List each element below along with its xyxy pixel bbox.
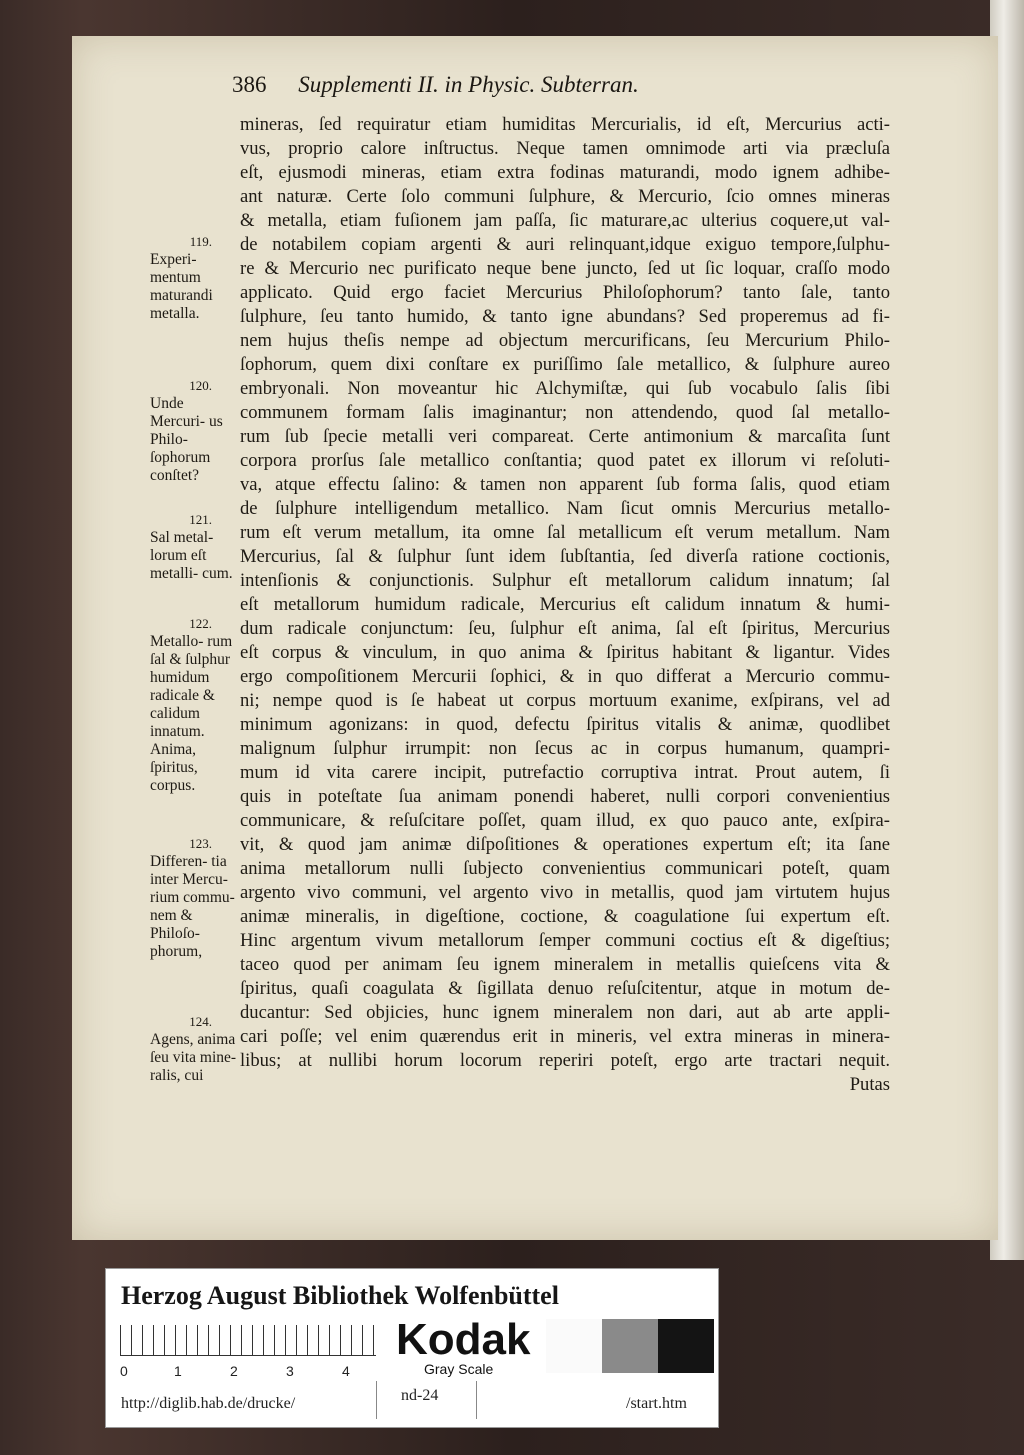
text-line: eſt corpus & vinculum, in quo anima & ſpiritus habitant & ligantur. Vides (240, 642, 890, 663)
margin-note (150, 835, 242, 961)
text-line: ſophorum, quem dixi conſtare ex puriſſimo ſale metallico, & ſulphure aureo (240, 354, 890, 375)
text-line: ergo compoſitionem Mercurii ſophici, & in quo differat a Mercurio commu- (240, 666, 890, 687)
text-line: quis in poteſtate ſua animam ponendi haberet, nulli corpori convenientius (240, 786, 890, 807)
margin-note (150, 233, 242, 323)
ruler-label: 0 (120, 1363, 128, 1379)
text-line: cari poſſe; vel enim quærendus erit in mineris, vel extra mineras in minera- (240, 1026, 890, 1047)
ruler-label: 2 (230, 1363, 238, 1379)
text-line: va, atque effectu ſalino: & tamen non apparent ſub forma ſalis, quod etiam (240, 474, 890, 495)
text-line: ducantur: Sed objicies, hunc ignem mineralem non dari, aut ab arte appli- (240, 1002, 890, 1023)
text-line: de notabilem copiam argenti & auri relinquant,idque exiguo tempore,ſulphu- (240, 234, 890, 255)
text-line: & metalla, etiam fuſionem jam paſſa, ſic maturare,ac ulterius coquere,ut val- (240, 210, 890, 231)
shelf-code: nd-24 (401, 1387, 439, 1404)
text-line: minimum agonizans: in quod, defectu ſpiritus vitalis & animæ, quodlibet (240, 714, 890, 735)
text-line: libus; at nullibi horum locorum reperiri poteſt, ergo arte tractari nequit. (240, 1050, 890, 1071)
margin-note-number: 120. (189, 378, 212, 393)
divider (476, 1381, 477, 1419)
text-line: mineras, ſed requiratur etiam humiditas Mercurialis, id eſt, Mercurius acti- (240, 114, 890, 135)
text-line: Hinc argentum vivum metallorum ſemper communi coctius eſt & digeſtius; (240, 930, 890, 951)
color-target-strip (105, 1268, 719, 1428)
margin-note-text: Unde Mercuri- us Philo- ſophorum conſtet? (150, 395, 223, 484)
text-line: rum ſub ſpecie metalli veri compareat. Certe antimonium & marcaſita ſunt (240, 426, 890, 447)
margin-note (150, 1013, 242, 1085)
text-line: corpora prorſus ſale metallico conſtantia; quod patet ex illorum vi reſoluti- (240, 450, 890, 471)
gray-swatch-mid (602, 1319, 658, 1373)
text-line: communem formam ſalis imaginantur; non attendendo, quod ſal metallo- (240, 402, 890, 423)
text-line: animæ mineralis, in digeſtione, coctione, & coagulatione ſui expertum eſt. (240, 906, 890, 927)
margin-note-number: 121. (189, 512, 212, 527)
margin-note-number: 124. (189, 1014, 212, 1029)
text-line: re & Mercurio nec purificato neque bene juncto, ſed ut ſic loquar, craſſo modo (240, 258, 890, 279)
gray-swatch-white (546, 1319, 602, 1373)
text-line: vit, & quod jam animæ diſpoſitiones & operationes expertum eſt; ita ſane (240, 834, 890, 855)
margin-note-text: Differen- tia inter Mercu- rium commu- nem & Philoſo- phorum, (150, 853, 235, 960)
margin-note-number: 119. (189, 234, 212, 249)
divider (376, 1381, 377, 1419)
ruler-label: 1 (174, 1363, 182, 1379)
ruler-label: 4 (342, 1363, 350, 1379)
text-line: Mercurius, ſal & ſulphur ſunt idem ſubſtantia, ſed diverſa ratione coctionis, (240, 546, 890, 567)
ruler (120, 1325, 376, 1356)
text-line: embryonali. Non moveantur hic Alchymiſtæ, qui ſub vocabulo ſalis ſibi (240, 378, 890, 399)
library-name: Herzog August Bibliothek Wolfenbüttel (121, 1281, 559, 1310)
margin-note-text: Agens, anima ſeu vita mine- ralis, cui (150, 1031, 237, 1084)
gray-swatch-black (658, 1319, 714, 1373)
margin-note (150, 377, 242, 485)
text-line: Putas (849, 1074, 890, 1095)
ruler-label: 3 (286, 1363, 294, 1379)
text-line: ſpiritus, quaſi coagulata & ſigillata denuo reſuſcitentur, atque in motum de- (240, 978, 890, 999)
margin-note (150, 615, 242, 795)
text-line: de ſulphure intelligendum metallico. Nam ſicut omnis Mercurius metallo- (240, 498, 890, 519)
text-line: rum eſt verum metallum, ita omne ſal metallicum eſt verum metallum. Nam (240, 522, 890, 543)
text-line: nem hujus theſis nempe ad objectum mercurificans, ſeu Mercurium Philo- (240, 330, 890, 351)
margin-note-text: Experi- mentum maturandi metalla. (150, 251, 213, 322)
url-right: /start.htm (626, 1395, 687, 1412)
text-line: ſulphure, ſeu tanto humido, & tanto igne abundans? Sed properemus ad fi- (240, 306, 890, 327)
running-header (232, 72, 639, 98)
main-text (240, 113, 890, 1097)
text-line: eſt metallorum humidum radicale, Mercurius eſt calidum innatum & humi- (240, 594, 890, 615)
text-line: vus, proprio calore inſtructus. Neque tamen omnimode arti via præcluſa (240, 138, 890, 159)
running-title: Supplementi II. in Physic. Subterran. (298, 72, 639, 97)
text-line: eſt, ejusmodi mineras, etiam extra fodinas maturandi, modo ignem adhibe- (240, 162, 890, 183)
gray-scale-label: Gray Scale (424, 1361, 494, 1377)
text-line: mum id vita carere incipit, putrefactio corruptiva intrat. Prout autem, ſi (240, 762, 890, 783)
text-line: dum radicale conjunctum: ſeu, ſulphur eſt anima, ſal eſt ſpiritus, Mercurius (240, 618, 890, 639)
text-line: anima metallorum nulli ſubjecto convenientius communicari poteſt, quam (240, 858, 890, 879)
margin-note-number: 123. (189, 836, 212, 851)
kodak-logo: Kodak (396, 1315, 531, 1364)
text-line: intenſionis & conjunctionis. Sulphur eſt metallorum calidum innatum; ſal (240, 570, 890, 591)
margin-note-text: Sal metal- lorum eſt metalli- cum. (150, 529, 233, 582)
margin-note-text: Metallo- rum ſal & ſulphur humidum radicale & calidum innatum. Anima, ſpiritus, corpus. (150, 633, 233, 794)
text-line: ni; nempe quod is ſe habeat ut corpus mortuum exanime, exſpirans, vel ad (240, 690, 890, 711)
margin-note (150, 511, 242, 583)
text-line: argento vivo communi, vel argento vivo in metallis, quod jam virtutem hujus (240, 882, 890, 903)
text-line: applicato. Quid ergo faciet Mercurius Philoſophorum? tanto ſale, tanto (240, 282, 890, 303)
page-number: 386 (232, 72, 267, 97)
url-left: http://diglib.hab.de/drucke/ (121, 1395, 296, 1412)
text-line: communicare, & reſuſcitare poſſet, quam illud, ex quo pauco ante, exſpira- (240, 810, 890, 831)
text-line: taceo quod per animam ſeu ignem mineralem in metallis quieſcens vita & (240, 954, 890, 975)
margin-note-number: 122. (189, 616, 212, 631)
text-line: malignum ſulphur irrumpit: non ſecus ac in corpus humanum, quampri- (240, 738, 890, 759)
text-line: ant naturæ. Certe ſolo communi ſulphure, & Mercurio, ſcio omnes mineras (240, 186, 890, 207)
